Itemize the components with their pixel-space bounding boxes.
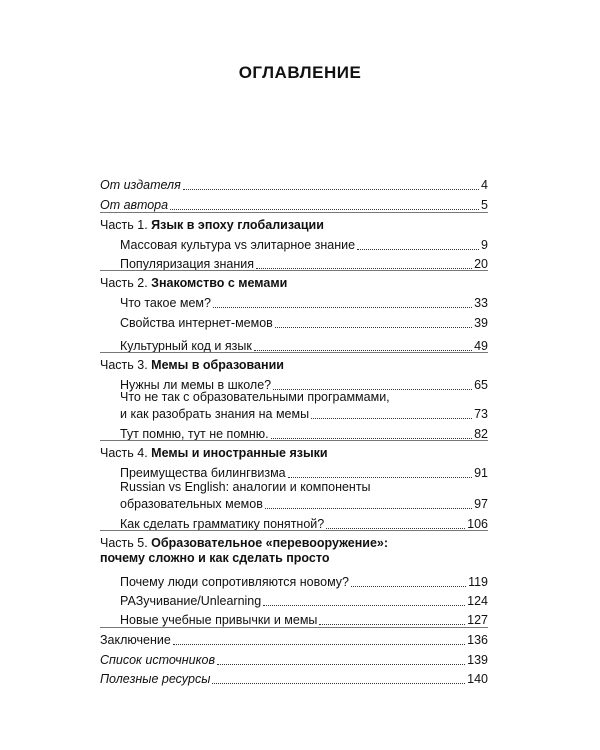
page-number: 91 xyxy=(474,466,488,480)
toc-part-5-line2: почему сложно и как сделать просто xyxy=(100,551,330,565)
page-number: 5 xyxy=(481,198,488,212)
dot-leader xyxy=(263,605,465,606)
toc-entry-programs-line1: Что не так с образовательными программами, xyxy=(120,390,390,404)
page-number: 106 xyxy=(467,517,488,531)
dot-leader xyxy=(173,644,465,645)
page-number: 33 xyxy=(474,296,488,310)
dot-leader xyxy=(275,327,472,328)
page-number: 20 xyxy=(474,257,488,271)
page-number: 9 xyxy=(481,238,488,252)
toc-entry-publisher[interactable]: От издателя 4 xyxy=(100,178,488,192)
toc-entry-russian-english[interactable]: образовательных мемов 97 xyxy=(120,497,488,511)
dot-leader xyxy=(326,528,465,529)
divider xyxy=(100,627,488,628)
page-number: 49 xyxy=(474,339,488,353)
toc-entry-habits[interactable]: Новые учебные привычки и мемы 127 xyxy=(120,613,488,627)
page-number: 65 xyxy=(474,378,488,392)
toc-entry-resistance[interactable]: Почему люди сопротивляются новому? 119 xyxy=(120,575,488,589)
dot-leader xyxy=(351,586,466,587)
dot-leader xyxy=(213,307,472,308)
toc-part-5[interactable]: Часть 5. Образовательное «перевооружение»: xyxy=(100,536,389,550)
toc-entry-author[interactable]: От автора 5 xyxy=(100,198,488,212)
page-number: 140 xyxy=(467,672,488,686)
toc-entry-remember[interactable]: Тут помню, тут не помню. 82 xyxy=(120,427,488,441)
table-of-contents xyxy=(100,0,488,750)
toc-entry-bilingualism[interactable]: Преимущества билингвизма 91 xyxy=(120,466,488,480)
divider xyxy=(100,440,488,441)
toc-part-1[interactable]: Часть 1. Язык в эпоху глобализации xyxy=(100,218,324,232)
toc-entry-mass-culture[interactable]: Массовая культура vs элитарное знание 9 xyxy=(120,238,488,252)
page-number: 127 xyxy=(467,613,488,627)
toc-entry-resources[interactable]: Полезные ресурсы 140 xyxy=(100,672,488,686)
divider xyxy=(100,270,488,271)
toc-part-3[interactable]: Часть 3. Мемы в образовании xyxy=(100,358,284,372)
dot-leader xyxy=(271,438,472,439)
dot-leader xyxy=(256,268,472,269)
toc-entry-sources[interactable]: Список источников 139 xyxy=(100,653,488,667)
toc-entry-unlearning[interactable]: РАЗучивание/Unlearning 124 xyxy=(120,594,488,608)
toc-entry-conclusion[interactable]: Заключение 136 xyxy=(100,633,488,647)
page-title: ОГЛАВЛЕНИЕ xyxy=(238,63,362,82)
page-number: 119 xyxy=(468,575,488,589)
page-number: 4 xyxy=(481,178,488,192)
dot-leader xyxy=(311,418,472,419)
dot-leader xyxy=(357,249,479,250)
page-number: 139 xyxy=(467,653,488,667)
divider xyxy=(100,352,488,353)
toc-entry-programs[interactable]: и как разобрать знания на мемы 73 xyxy=(120,407,488,421)
toc-part-4[interactable]: Часть 4. Мемы и иностранные языки xyxy=(100,446,328,460)
toc-entry-popularization[interactable]: Популяризация знания 20 xyxy=(120,257,488,271)
dot-leader xyxy=(265,508,472,509)
toc-entry-russian-english-line1: Russian vs English: аналогии и компоненты xyxy=(120,480,371,494)
dot-leader xyxy=(319,624,465,625)
toc-entry-memes-in-school[interactable]: Нужны ли мемы в школе? 65 xyxy=(120,378,488,392)
page-number: 39 xyxy=(474,316,488,330)
dot-leader xyxy=(183,189,479,190)
dot-leader xyxy=(217,664,465,665)
dot-leader xyxy=(170,209,479,210)
toc-entry-what-is-meme[interactable]: Что такое мем? 33 xyxy=(120,296,488,310)
dot-leader xyxy=(212,683,465,684)
toc-entry-cultural-code[interactable]: Культурный код и язык 49 xyxy=(120,339,488,353)
page-number: 136 xyxy=(467,633,488,647)
toc-entry-grammar[interactable]: Как сделать грамматику понятной? 106 xyxy=(120,517,488,531)
divider xyxy=(100,212,488,213)
page-number: 124 xyxy=(467,594,488,608)
page-number: 97 xyxy=(474,497,488,511)
toc-entry-meme-properties[interactable]: Свойства интернет-мемов 39 xyxy=(120,316,488,330)
divider xyxy=(100,530,488,531)
dot-leader xyxy=(288,477,472,478)
page-number: 73 xyxy=(474,407,488,421)
page-number: 82 xyxy=(474,427,488,441)
dot-leader xyxy=(254,350,472,351)
toc-part-2[interactable]: Часть 2. Знакомство с мемами xyxy=(100,276,288,290)
